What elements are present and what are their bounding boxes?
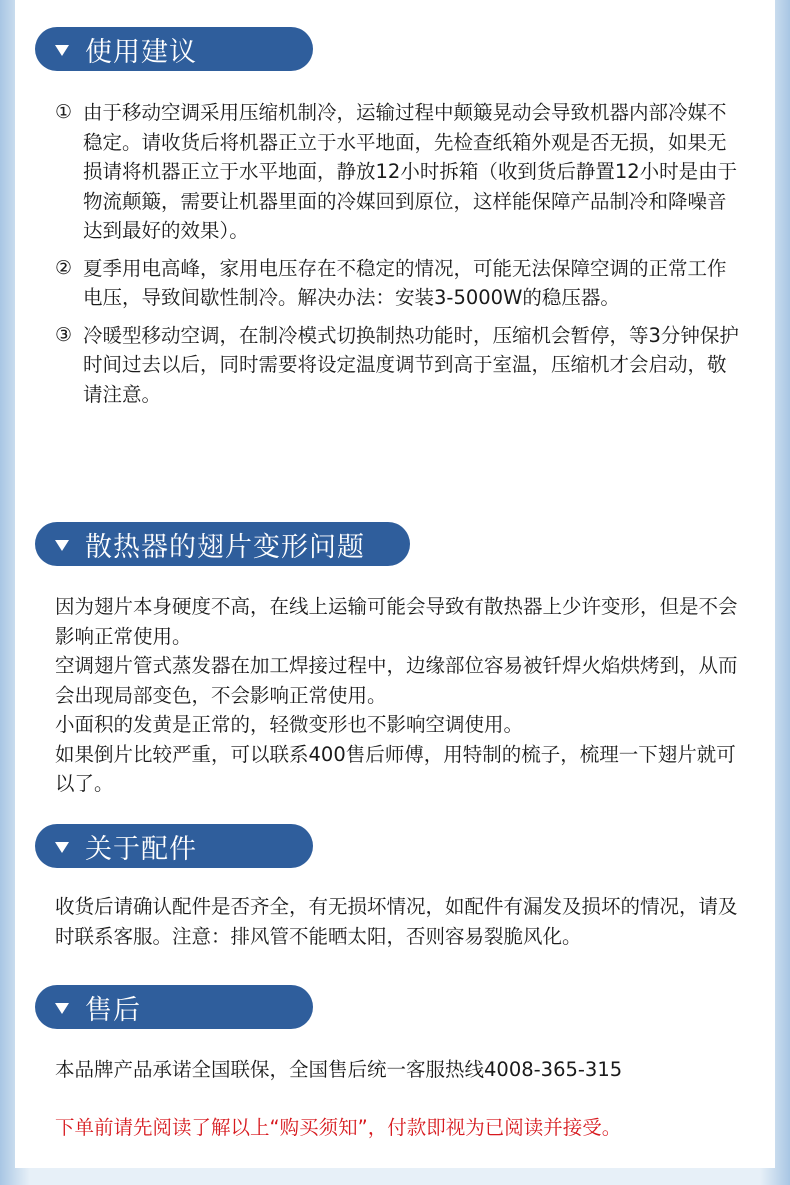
paragraph-line: 小面积的发黄是正常的，轻微变形也不影响空调使用。 (55, 713, 524, 736)
section-title: 散热器的翅片变形问题 (85, 531, 365, 563)
paragraph-line: 收货后请确认配件是否齐全，有无损坏情况，如配件有漏发及损坏的情况，请及时联系客服。注意：排风管不能晒太阳，否则容易裂脆风化。 (55, 895, 738, 948)
triangle-down-icon (55, 45, 69, 56)
after-sales-text (55, 1055, 745, 1085)
item-number: ③ (55, 323, 73, 346)
paragraph-line: 如果倒片比较严重，可以联系400售后师傅，用特制的梳子，梳理一下翅片就可以了。 (55, 742, 736, 795)
item-number: ① (55, 101, 73, 123)
list-item (55, 321, 745, 410)
list-item (55, 254, 745, 313)
purchase-notice (55, 1113, 745, 1143)
section-title: 关于配件 (85, 833, 197, 865)
item-text: 冷暖型移动空调，在制冷模式切换制热功能时，压缩机会暂停，等3分钟保护时间过去以后，同时需要将设定温度调节到高于室温，压缩机才会启动，敬请注意。 (83, 323, 739, 406)
triangle-down-icon (55, 540, 69, 551)
item-number: ② (55, 256, 73, 279)
triangle-down-icon (55, 842, 69, 853)
section-header-after-sales (35, 985, 313, 1029)
section-header-fin-deformation (35, 522, 410, 566)
item-text: 由于移动空调采用压缩机制冷，运输过程中颠簸晃动会导致机器内部冷媒不稳定。请收货后将机器正立于水平地面，先检查纸箱外观是否无损，如果无损请将机器正立于水平地面，静放12小时拆箱（收到货后静置12小时是由于物流颠簸，需要让机器里面的冷媒回到原位，这样能保障产品制冷和降噪音达到最好的效果）。 (83, 101, 738, 242)
usage-tips-list (55, 98, 745, 417)
item-text: 夏季用电高峰，家用电压存在不稳定的情况，可能无法保障空调的正常工作电压，导致间歇性制冷。解决办法：安装3-5000W的稳压器。 (83, 256, 727, 309)
section-title: 使用建议 (85, 36, 197, 68)
section-header-usage-tips (35, 27, 313, 71)
triangle-down-icon (55, 1003, 69, 1014)
notice-text: 下单前请先阅读了解以上“购买须知”，付款即视为已阅读并接受。 (55, 1116, 622, 1139)
accessories-text (55, 892, 745, 951)
paragraph-line: 空调翅片管式蒸发器在加工焊接过程中，边缘部位容易被钎焊火焰烘烤到，从而会出现局部变色，不会影响正常使用。 (55, 654, 738, 707)
hotline-text: 本品牌产品承诺全国联保，全国售后统一客服热线4008-365-315 (55, 1058, 623, 1081)
list-item (55, 98, 745, 246)
fin-deformation-text (55, 592, 745, 799)
paragraph-line: 因为翅片本身硬度不高，在线上运输可能会导致有散热器上少许变形，但是不会影响正常使用。 (55, 595, 738, 648)
section-title: 售后 (85, 994, 141, 1026)
section-header-accessories (35, 824, 313, 868)
